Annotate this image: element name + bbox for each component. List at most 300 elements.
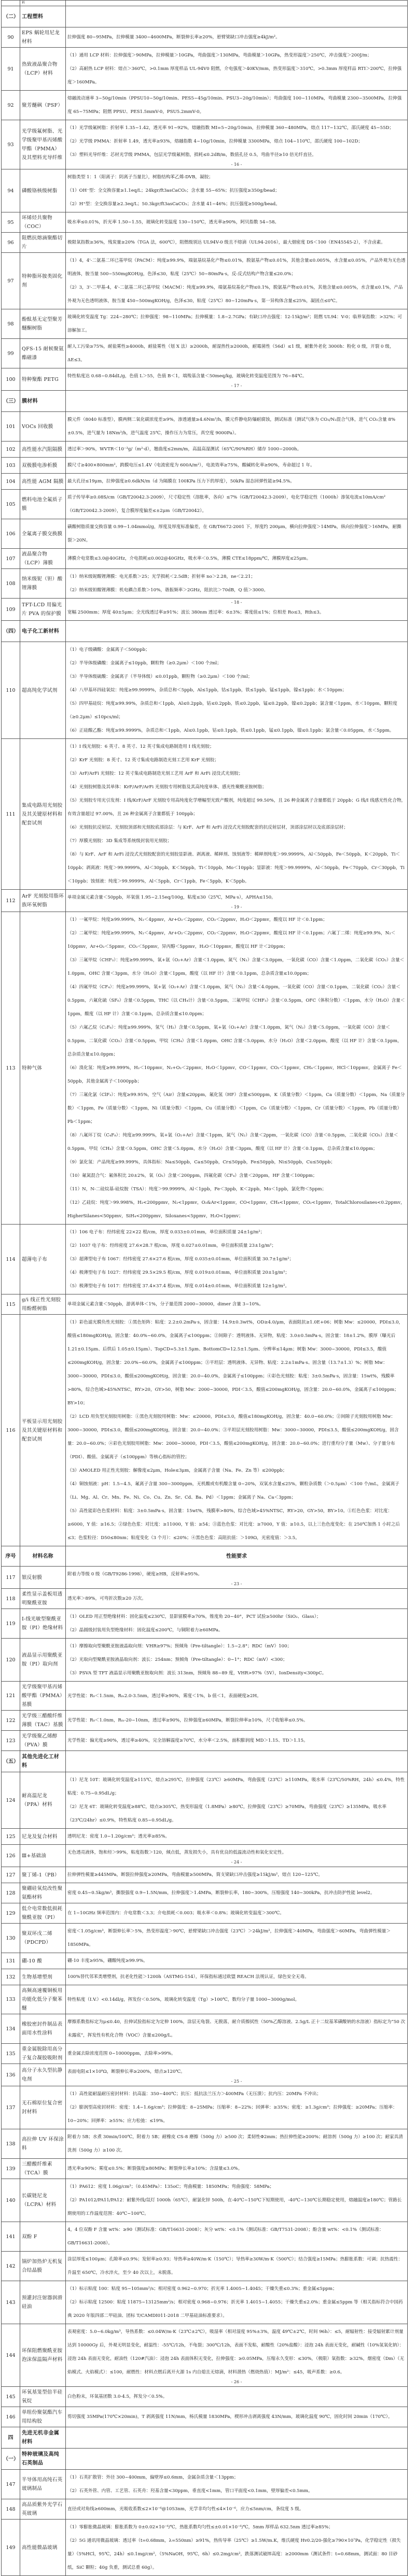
requirement-line: 直径或对角线≥600mm，光吸收系数≤2×10⁻⁶@1053nm，光学非均匀性≤4×10⁻⁶，应力≤5nm/cm，条纹度 5 级。 [67, 2507, 304, 2512]
material-name: 半导体用高纯石英玻璃制品 [20, 2470, 66, 2499]
performance-requirement [66, 1609, 408, 1639]
section-title: 膜材料 [20, 391, 66, 412]
material-name: 环烯烃共聚物（COC） [20, 212, 66, 233]
requirement-line: 树脂类型 1：1（阳离子：阴离子当量比），树脂结构苯乙烯-DVB，凝胶； [67, 175, 213, 180]
performance-requirement [66, 2387, 408, 2407]
performance-requirement [66, 1953, 408, 1969]
material-name: 液晶聚合物（LCP）薄膜 [20, 549, 66, 569]
performance-requirement [66, 739, 408, 890]
requirement-line: （2）膨润型高密封材料：密度：1.4~1.6g/cm³；拉伸强度：8~25MPa；压缩率：8~22%；回弹率：≥35%；密度：≥1.3g/cm³；拉伸强度：≥20MPa；压缩率：10~20%；回弹率：≥55%；应力松弛：≤19%。 [67, 2105, 397, 2124]
performance-requirement [66, 519, 408, 549]
performance-requirement [66, 1682, 408, 1711]
requirement-line: （1）彩色滤光膜负性光刻胶：①黑色矩阵：粘度：2.2±0.2mPa·s，固含量：14.9±0.3wt%，OD≥4.0/μm，表面阻抗≥1.0E+06；树脂 Mw：≤20000，PDI≤3.0，酸值≤180mgKOH/g，固含量：40.0%~60.0%，金属离子≤100ppm；②间隙子：透明液体、无异物，粘度：3.0±0.5mPa·s，固含量：18±1.2%，膜厚（曝光后 1.21±0.15μm、后烘后 1.05±0.15μm）、TopCD=5.3±1.5μm、BottomCD=12.5±1.5μm、分辨率≤14μm；树脂 Mw：3000~30000，PDI≤3.5，酸值≤200mgKOH/g，固含量：20.0%~60.0%，金属离子≤100ppm；③平坦层：透明液体、无异物、粘度：2.2±1mPa·s、固含量（13.7±1.3）%；树脂 Mw：3000~30000，PDI≤3.0，酸值≤200mgKOH/g，固含量：20.0~40.0%，金属离子≤100ppm；④彩色光刻胶：粘度：3±0.5mPa·s，固含量：15wt%，残膜率>80%，综合色域>45%NTSC，RY>20，GY>50，树脂 Mw：2000~30000，PDI＜3.5，酸值≤200mgKOH/g，固含量：20.0~60.0%，金属离子≤100ppm；BY>10； [67, 1320, 404, 1406]
requirement-line: 玻璃化转变温度 Tg：224~280℃；拉伸强度：98~110MPa；拉伸模量：1.8~2.7GPa；有缺口冲击强度：12-15kJ/m²；阻燃 UL94：V-0；临界氧指数：>32%；可溶解加工。 [67, 315, 402, 333]
requirement-line: 硼-10 丰度≥95%，硼酸纯度≥99.9%。 [67, 1958, 148, 1963]
requirement-line: （2）光学级 PMMA：折射率 1.49，透光率≥93%，熔融指数 4~10g/10min，拉伸模量 3300MPa，熔点 104~110℃，邵氏硬度 100~102D； [67, 139, 363, 144]
row-number: 115 [2, 1294, 20, 1315]
material-name: 高频高速覆铜板用功能化低分子聚苯醚 [20, 1985, 66, 2014]
row-number: 145 [2, 2387, 20, 2407]
table-row [2, 1969, 408, 1985]
table-row [2, 642, 408, 739]
performance-requirement [66, 169, 408, 212]
material-name: 生物基增塑剂 [20, 1969, 66, 1985]
material-name: 光学级三醋酸纤维薄膜（TAC）基膜 [20, 1711, 66, 1731]
table-row [2, 1867, 408, 1883]
requirement-line: （5）高性能彩色色浆材料：粘度：3±0.5mPa·s，固含量：15wt%，残膜率>80%，综合色域>45%NTSC，RY>20，GY>50，BY>10。①红色色浆：对比度：≥6000，Y 值：≥16.5；②绿色色浆：对比度：≥11000，Y 值：≥54；③蓝色色浆：对比度：≥7000，Y 值：≥10.5，以上三色色度变化：在 250℃加热 1 小时之后≤3；色浆粒径：D50≤80nm；粘度变化（3 个月）：≤20%；④黑色色浆：高阻抗值：＞109Ω，光密度值：＞3.5。 [67, 1508, 400, 1541]
requirement-line: （3）AMOLED 用正性光刻胶：解像度≤2μm，Hole≤3μm，金属离子含量（Na、Fe、Zn 等）≤200ppb； [67, 1468, 287, 1473]
table-row [2, 442, 408, 458]
performance-requirement [66, 1711, 408, 1731]
section-number: （一） [2, 2449, 20, 2470]
section-heading-row [2, 1751, 408, 1772]
performance-requirement [66, 368, 408, 391]
row-number: 132 [2, 1969, 20, 1985]
row-number: 90 [2, 27, 20, 48]
requirement-line: 光学性能：R₀＜1.0nm，Rₜₕ-20~10nm，透过率≥90%，拉伸强度≥60MPa，断裂拉伸率≥10%，尺寸收缩率≤0.5%。 [67, 1718, 308, 1723]
table-row [2, 569, 408, 599]
requirement-line: （2）标示粘度 12500：粘度 11875~13125mm²/s；相对密度 0.968~0.976；折光率 1.4015~1.4055；干燥失重≤2.0%；重金属≤5ppm 等（相关指标符合中国药典 2020 年版四部二甲硅油、团标 T/CAMDI011-2018 二甲基硅油标准要求）。 [67, 2300, 403, 2318]
table-row [2, 2064, 408, 2086]
material-name: 橡胶密封件制品表面用水性涂料 [20, 2014, 66, 2044]
requirement-line: （4）光刻胶树脂及其单体：KrF/ArF/ArFi 光刻胶专用树脂及其高纯度单体、感光性聚酰亚胺树脂； [67, 785, 267, 790]
requirement-line: 附着力 5B；水煮 30min/100℃，附着力 5B；耐橡皮 CS-8 磨擦（500g 力）≥500 次；柔韧性Φ2mm；热拉伸性能≥200%；耐溶剂（500g 力）≥100 次；耐家具清洗剂（500g 力）≥100 次。 [67, 2134, 403, 2153]
performance-requirement [66, 1867, 408, 1883]
material-name: 光学级聚乙烯醇（PVA）膜 [20, 1731, 66, 1751]
performance-requirement [66, 1829, 408, 1845]
requirement-line: 耐人工污染≥75%，耐盐雾性≥4000h，耐盐雾性（划 X 法）≥2000h，耐湿热性≥2000h，耐霉菌性（56d）≤1 级，耐紫外老化 3000h：粉化 0 级，开裂 0 级，ΔE≤3。 [67, 344, 394, 363]
requirement-line: （8）八氟环丁烷（C₄F₈）：纯度≥99.999%，氧+氩（O₂+Ar）含量＜1ppm，氮气（N₂）含量＜2ppm，一氧化碳（CO）含量＜0.5ppm，二氧化碳（CO₂）含量＜0.5ppm，甲烷（CH₄）含量＜0.5ppm，OHC 含量＜5.0ppm，水分（H₂O）含量＜3ppm，酸度（以 HF 计）含量＜0.1ppm，总杂质含量≤10.0ppm； [67, 1133, 398, 1151]
row-number: 105 [2, 490, 20, 519]
performance-requirement [66, 1294, 408, 1315]
requirement-line: （2）纳米级钽酸锂薄膜：机电耦合系数＞10%，谐振频率＞2GHz，阻抗比＞70dB，Q 值＞3000。 [67, 588, 268, 593]
table-row [2, 458, 408, 474]
requirement-line: 重金属去除浓度范围 0~10000ppm，去除率>99%。 [67, 2051, 176, 2056]
performance-requirement [66, 1731, 408, 1751]
performance-requirement [66, 309, 408, 339]
requirement-line: （1）零膨胀微晶玻璃：膨胀系数为 0±0.02×10⁻⁶/℃，热胀系数均匀性≤±0.01×10⁻⁶/℃，5mm 厚样品 632.5nm 透过率≥85%； [67, 2525, 333, 2530]
performance-requirement [66, 339, 408, 368]
performance-requirement [66, 1589, 408, 1609]
materials-table [1, 0, 408, 2576]
material-name: 高品质紫外光学石英玻璃 [20, 2499, 66, 2520]
performance-requirement [66, 27, 408, 48]
requirement-line: （2）KrF 光刻胶：8 英寸、12 英寸集成电路制造光刻工艺用 KrF 光刻胶； [67, 758, 219, 763]
performance-requirement [66, 2407, 408, 2427]
material-name: 高拉伸 UV 环保涂料 [20, 2129, 66, 2159]
performance-requirement [66, 1969, 408, 1985]
performance-requirement [66, 1985, 408, 2014]
table-row [2, 1225, 408, 1294]
performance-requirement [66, 2159, 408, 2179]
material-name: 锅炉加热炉无机复合结晶膜 [20, 2252, 66, 2281]
section-heading-row [2, 2427, 408, 2449]
requirement-line: 密度 0.45~0.5kg/m³，撕裂强度 0.9~1.5N/mm，拉伸强度＞1.4MPa，断裂伸长率，180~300%，压缩强度 140~300kPa，抗冲击防护性能 level2。 [67, 1890, 375, 1896]
table-row [2, 2387, 408, 2407]
table-row [2, 120, 408, 169]
table-row [2, 1903, 408, 1924]
requirement-line: （5）六氟乙烷（C₂F₆）：纯度≥99.999%，氢气（H₂）含量＜0.5ppm，氧+氩（O₂+Ar）含量＜1.0ppm，氮气（N₂）含量＜5.0ppm，一氧化碳（CO）含量＜0.5ppm，二氧化碳（CO₂）含量＜0.5ppm，甲烷（CH₄）含量＜1.0ppm，OHC 含量＜5.0ppm，水分（H₂O）含量＜2.0ppm，酸度（以 HF 计）含量＜0.1ppm，总杂质含量≤10.0ppm； [67, 1025, 402, 1057]
performance-requirement [66, 412, 408, 442]
requirement-line: （4）铜蚀刻液：pH：1.5~4.5，氟离子含量 300~3000ppm，无机酸或有机酸含量 0~20%，双氧水含量≤25%，颗粒杂质数（＞0.5μm）＜100 个/mL，金属离子（Li、Mg、Al、Cr、Mn、Fe、Ni、Co、Cu、Zn、Sr、Cd、Ba、Pd）＜1ppm；金属离子 Na、Ca＜3ppm； [67, 1482, 399, 1500]
requirement-line: （1）通用 LCP 材料：拉伸强度＞90MPa，拉伸模量＞10GPa，弯曲强度＞130MPa，弯曲模量＞10GPa，热变形温度＞250℃，冲击强度＞200J/m； [67, 53, 372, 58]
table-row [2, 27, 408, 48]
material-name: Ⅲ+基础油 [20, 1845, 66, 1867]
material-name: 双极膜电渗析膜 [20, 458, 66, 474]
material-name: 全氟离子膜交换膜 [20, 519, 66, 549]
material-name: 特种气体 [20, 912, 66, 1225]
table-row [2, 2014, 408, 2044]
performance-requirement [66, 569, 408, 599]
page-number: - 23 - [231, 1582, 242, 1586]
performance-requirement [66, 1225, 408, 1294]
row-number: 98 [2, 309, 20, 339]
performance-requirement [66, 120, 408, 169]
page-number: - 24 - [231, 1860, 242, 1865]
requirement-line: 极限氧指数≥36%，残炭量≥20%（TGA 法，600℃），阻燃级别达 UL94V-0 级且不熔滴（UL94-2016），最大烟密度 DS＜100（EN45545-2），不含卤素。 [67, 240, 385, 245]
row-number: 139 [2, 2159, 20, 2179]
table-row [2, 1294, 408, 1315]
table-row [2, 2044, 408, 2064]
material-name: 高性能水汽阻隔膜 [20, 442, 66, 458]
row-number: 92 [2, 91, 20, 120]
row-number: 128 [2, 1883, 20, 1903]
material-name: 低介电常数低损耗聚酰亚胺（PI） [20, 1903, 66, 1924]
section-empty-cell [66, 2449, 408, 2470]
requirement-line: （6）溴化氢：纯度≥99.999%，H₂＜10ppmv，N₂+O₂＜2ppmv，H₂O＜1ppmv，CO＜1ppmv，CO₂＜1ppmv，CH₄＜1ppmv，HCl＜10ppmv，金属离子 Fe＜50ppb，其他金属离子＜1000ppb； [67, 1065, 402, 1084]
table-row [2, 2499, 408, 2520]
material-name: 超薄电子布 [20, 1225, 66, 1294]
requirement-line: 摩擦系数指标定为μ≤0.40，拉伸试验指标定为定伸 100%，涂层无龟裂、无脱落，耐介质擦拭性（50%乙醇溶液、2.5g/L 正十二烷基苯磺酸钠的水溶液）指标定为“50 次未露底”，挥发性有机化合物（VOC）含量≤200g/L。 [67, 2019, 406, 2038]
requirement-line: （2）石英外管、内管、工艺管、石英舟：羟基含量<30ppm，垂直度<1mm，管口平面度<0.1mm，壁厚偏差<0.5mm。 [67, 2488, 313, 2494]
row-number: 111 [2, 739, 20, 890]
requirement-line: （11）N，N-二硅烷基-硅烷胺（TSA）：纯度＞99.9999%，Al＜1ppb，Fe＜3ppb，K＜2ppb，Mo＜1ppb，氯化物＜5ppm； [67, 1187, 327, 1192]
performance-requirement [66, 599, 408, 621]
table-row [2, 1315, 408, 1546]
requirement-line: （1）电子级磷酸：金属离子＜500ppb； [67, 647, 150, 652]
row-number: 124 [2, 1772, 20, 1829]
row-number: 144 [2, 2324, 20, 2387]
requirement-line: （1）OLED 用正型绝缘材料：固化温度≤230℃，显影留膜率≥70%，锥度角 20~40°，PCT 试验≥500hr（SiO₂、Glass）； [67, 1614, 321, 1619]
row-number: 118 [2, 1589, 20, 1609]
row-number: 149 [2, 2520, 20, 2576]
section-title: 其他先进化工材料 [20, 1751, 66, 1772]
material-name: 超高纯化学试剂 [20, 642, 66, 739]
requirement-line: 光学性能：R₀＜1.5nm，Rₜₕ2.0-3.5nm，透过率≥90%，雾度＜1%，b 值＜1，表面硬度≥2H。 [67, 1693, 261, 1699]
table-row [2, 739, 408, 890]
table-row [2, 1589, 408, 1609]
material-name: 三醋酸纤维素（TCA）膜 [20, 2159, 66, 2179]
section-empty-cell [66, 391, 408, 412]
requirement-line: 涂层厚度≤100μm；孔隙率≤0.9%；发射率≥0.93；导热率≥40W/m·K（150℃）；导热率≥30W/m·K（500℃）；结合强度≥15MPa；热膨胀系数：可调；抗热震性：升温至 650℃，冷水淬火，至少 40 次以上，未脱落。 [67, 2257, 403, 2275]
table-row [2, 1711, 408, 1731]
table-row [2, 2281, 408, 2324]
material-name: QFS-15 耐候聚氨酯磁漆 [20, 339, 66, 368]
table-row [2, 91, 408, 120]
row-number: 96 [2, 233, 20, 253]
table-row [2, 1829, 408, 1845]
material-name: 环保阻燃聚酰亚胺泡沫保温隔声材料 [20, 2324, 66, 2387]
requirement-line: 光学性能：偏光度≥90%，透过率≥40%，完全溶解温度≥70℃，水分率＜2.5%，面积膨润度 MD＞1.15、TD＞1.15。 [67, 1738, 308, 1743]
section-number: （三） [2, 391, 20, 412]
table-row [2, 599, 408, 621]
performance-requirement [66, 1, 408, 6]
section-title: 工程塑料 [20, 6, 66, 27]
requirement-line: 最大孔径≤19μm，拉伸强度≥0.6dkN/m（d 为隔膜在 100KPa 压力下的厚度），50kPa 湿态回弹性能≥94.5%。 [67, 479, 295, 484]
requirement-line: （3）塑料光导纤维：芯材光学级 PMMA，包层光学级氟树脂，损耗≤0.2dB/m，数值孔径 0.5，弯曲半径≥10 倍光纤直径。 [67, 152, 316, 158]
table-row [2, 1953, 408, 1969]
table-row [2, 1639, 408, 1682]
page-number: - 16 - [231, 162, 242, 167]
page-number: - 25 - [231, 2079, 242, 2084]
requirement-line: （2）二氟甲烷：纯度≥99.999%，N₂＜4ppmv，Ar+O₂＜2ppmv，CO₂＜2ppmv，H₂O＜2ppmv，酸度以 HF 计＜0.1ppm；六氟丁二烯：纯度≥99.9%，N₂＜10ppmv，Ar+O₂＜5ppmv，CO₂＜5ppmv，异丙醇＜5ppmv，H₂O＜10ppmv，酸度以 HF 计＜20ppm； [67, 931, 396, 949]
requirement-line: （1）尼龙 10T：玻璃化转变温度≥115℃，熔点≥295℃，拉伸强度（23℃）≥60MPa，弯曲强度（23℃）≥110MPa，吸水率（23℃/50%RH，24h）≤0.4%，特性粘度：0.75~0.95dL/g； [67, 1777, 405, 1796]
material-name: 高性能微晶玻璃 [20, 2520, 66, 2576]
row-number: 130 [2, 1924, 20, 1953]
material-name: 尼龙及复合材料 [20, 1829, 66, 1845]
section-heading-row [2, 6, 408, 27]
performance-requirement [66, 2179, 408, 2222]
requirement-line: 白色粉末，环氧基团数 3.0-4.5，挥发分＜0.5%。 [67, 2394, 168, 2399]
table-row [2, 412, 408, 442]
requirement-line: （6）正硅酸乙酯：纯度≥99.9999%，杂质总和＜1ppb，Al≤0.1ppb，钴≤0.1ppb，铁≤0.1ppb，锰≤0.1ppb，镍≤0.1ppb；氯含量＜0.05ppm，水＜5ppm。 [67, 728, 394, 733]
requirement-line: 透光率≥90%；雾度≤0.5%；断裂强度≥80MPa；断裂伸长率≥10%；含湿量≤3.0%。 [67, 2166, 243, 2171]
requirement-line: （12）乙硅烷：纯度＞99.998%，H₂<200ppmv，N₂<1ppmv，O₂&Ar<1ppmv，CO<1ppmv，CH₄<1ppmv，CO₂<1ppmv，TotalChlorosilanes<0.2ppmv，HigherSilanes<50ppmv，SiH₄<200ppmv，Siloxanes<5ppmv，H₂O<1ppmv； [67, 1200, 405, 1219]
material-name: 柔性显示盖板用透明聚酰亚胺 [20, 1589, 66, 1609]
table-row-top-stub [2, 1, 408, 6]
table-row [2, 212, 408, 233]
requirement-line: （5）光刻胶专用光引发剂：I 线/KrF/ArF 光刻胶专用高纯度化学增幅型光致产酸剂，纯度超过 99.50%，且 26 种金属离子含量都低于 20ppb；G 线/I 线感光性化合物，有效含量超过 97.00%，且 26 种金属离子含量都低于 100ppb； [67, 798, 406, 817]
row-number: 93 [2, 120, 20, 169]
requirement-line: 熔融流动速率 3~50g/10min（PPSU10~50g/10min、PES5~45g/10min、PSU3~20g/10min）；弯曲强度 100~110MPa，弯曲模量 2300~3500MPa，拉伸强度 65~75MPa；阻燃 PPSU、PES1.5mmV-0，PSU5.2mmV-0。 [67, 96, 402, 115]
requirement-line: （8）与 KrF、ArF 和 ArFi 浸没式光刻胶配套的光刻胶显影液、剥离液、稀释剂、蚀刻液等：稀释剂纯度＞99.9999%，Al＜50ppb，Fe＜50ppb，K＜20ppb，Ti＜10ppb；剥离液：纯度＞99.9999%，Al＜30ppb，K＜50ppb，Ti＜10ppb，Mo＜10ppb；显影液：纯度＞99.9999%，Al＜50ppb，Fe＜70ppb，Cr＜30ppb，Ti＜10ppb；蚀刻液：纯度＞99.9999%，Al＜5ppb，Cr＜1ppb，Fe＜5ppb，K＜5ppb。 [67, 852, 405, 884]
performance-requirement [66, 642, 408, 739]
requirement-line: （1）4，4'-二氨基二环已基甲烷（PACM）：纯度≥99.9%，端氨基烷基化产物≤0.01%，脱氨基产物≤0.01%，其他含量≤0.005%，水含量≤0.05%，产品外观为无色透明液体，胺当量 500~550mgKOH/g，色泽≤30，粘度（25℃）50~80mPa·s，反-反式结构产物含量≤20.0%； [67, 258, 406, 277]
requirement-line: （5）极薄型电子布 1017：经纬密度 37.4×37.4 根/cm，厚度 0.014±0.01mm，单位面积质量 12±1g/m²。 [67, 1284, 289, 1289]
table-row [2, 1567, 408, 1589]
requirement-line: （1）一氟甲烷：纯度≥99.999%，N₂＜4ppmv，Ar+O₂＜2ppmv，CO₂＜2ppmv，H₂O＜2ppmv，酸度以 HF 计＜0.1ppm； [67, 917, 327, 922]
requirement-line: （7）三氟化氯（ClF₃）：纯度≥99.95%，空气（Air）含量≤20ppm，氟化氢（HF）含量≤500ppm，K（质量分数）＜1ppm，Ca（质量分数）＜1ppm，Na（质量分数）＜1ppm，Fe（质量分数）＜1ppm，Ni（质量分数）＜1ppm，Cu（质量分数）＜1ppm，Co（质量分数）＜1ppm，Cr（质量分数）＜1ppm，Pb（质量分数）Pb＜1ppm； [67, 1092, 405, 1125]
row-number: 116 [2, 1315, 20, 1546]
requirement-line: （2）半导体级磷酸：金属离子≤10ppb，颗粒物（≥0.2μm）＜100 个/ml； [67, 661, 222, 666]
performance-requirement [66, 1567, 408, 1589]
performance-requirement [66, 253, 408, 309]
requirement-line: 膜元件（8040 标准型），膜两侧二氧化碳浓度差≥9%，渗透通量≥4.6Nm³/h，膜元件静电防爆耐腐蚀，测试标准（测试气体为 CO₂/N₂混合气体，进气 CO₂含量 8%±0.5%，进气量为 18Nm³/h，进气温度 25℃，操作压力为常压，真空度 9000Pa）。 [67, 417, 396, 436]
material-name: 硼-10 酸 [20, 1953, 66, 1969]
row-number: 104 [2, 474, 20, 490]
requirement-line: （1）I 线光刻胶：6 英寸、8 英寸、12 英寸集成电路制造用 I 线光刻胶； [67, 744, 214, 749]
material-name: 高性能 AGM 隔膜 [20, 474, 66, 490]
table-row [2, 368, 408, 391]
requirement-line: （2）1037 电子布：经纬密度 27.6×28.7 根/cm，厚度 0.027±0.01mm，单位面积质量 23±1g/m²； [67, 1243, 276, 1248]
requirement-line: （2）高耐热 LCP 材料：熔点＞360℃，>0.1mm 厚度样品 UL-94V0 阻燃，介电强度＞40KV/mm，热变形温度＞310℃，>0.3mm 厚度样品 RTI＞200℃，拉伸强度＞160MPa。 [67, 66, 402, 85]
requirement-line: 透过率＞90%，WVTR＜10⁻³g/（m²·d），翘曲度≤2mm/m，高温高湿测试（65℃/90%RH）储存 1000~2000h。 [67, 447, 302, 452]
requirement-line: 质子传导率≥0.08S/cm（GB/T20042.3-2009），尺寸稳定性（溶胀率，各向）≤7%（GB/T20042.3-2009），电化学稳定性（1000h）渗氢电流≤10mA/cm²（GB/T20042.3-2009），复合膜厚度偏差≤±2μm（GB/T20042）。 [67, 495, 386, 514]
row-number: 140 [2, 2179, 20, 2222]
row-number: 117 [2, 1567, 20, 1589]
requirement-line: （10）氟氮混合气：氟体积比 20±2%，氧（O₂）含量＜200ppm，四氟化碳（CF₄）含量＜20ppm，HF 含量＜100ppm； [67, 1173, 317, 1178]
page-number: - 18 - [231, 600, 242, 605]
section-number: 四 [2, 2427, 20, 2449]
table-row [2, 1985, 408, 2014]
performance-requirement [66, 2086, 408, 2129]
requirement-line: （4）极薄型电子布 1027：经纬密度 29.5×29.5 根/cm，厚度 0.019±0.01mm，单位面积质量 20±1g/m²； [67, 1270, 289, 1275]
requirement-line: 无色透亮液体，饱和烃＞99%，粘度指数＞120，倾点低，蒸发损失小，具有优良的低温流动性和氧化安定性。 [67, 1850, 287, 1855]
requirement-line: 4，4 位双酚 F 含量 wt%：≥90（测试标准：GB/T16631-2008）；灰分 wt%：<0.1%（测试标准：GB/T7531-2008）；酚含量 wt%：<0.1%（测试标准：GB/T16631-2008）。 [67, 2227, 384, 2246]
table-row [2, 48, 408, 91]
material-name: 光学级聚甲基丙烯酸甲酯（PMMA）基膜 [20, 1682, 66, 1711]
row-number: 99 [2, 339, 20, 368]
table-row [2, 169, 408, 212]
row-number: 91 [2, 48, 20, 91]
performance-requirement [66, 212, 408, 233]
row-number: 95 [2, 212, 20, 233]
row-number: 113 [2, 912, 20, 1225]
row-number: 108 [2, 569, 20, 599]
requirement-line: （1）摩擦取向型聚酰亚胺液晶取向剂：VHR≥97%；预倾角（Pre-tiltangle）：1.5~2.8°；RDC（mV）100； [67, 1644, 292, 1649]
section-heading-row [2, 621, 408, 642]
performance-requirement [66, 1924, 408, 1953]
performance-requirement [66, 91, 408, 120]
row-number: 125 [2, 1829, 20, 1845]
material-name: 耐高温尼龙（PPA）材料 [20, 1772, 66, 1829]
requirement-line: 剪切强度 35MPa(170℃×20min)，T 剥离强度 11N/mm，杨氏模量 1830MPa，楔形冲击剥离强度 43N/mm，玻璃化温度 90℃，固化时间 20min（170℃）。 [67, 2414, 393, 2420]
row-number: 94 [2, 169, 20, 212]
requirement-line: （3）半导体级硫酸：金属离子（半导体级）≤0.01ppb，颗粒物（≥0.2μm）＜100 个/ml； [67, 674, 253, 679]
row-number: 123 [2, 1731, 20, 1751]
table-row [2, 1682, 408, 1711]
material-name: 聚丁烯-1（PB） [20, 1867, 66, 1883]
material-name: I-线光敏型聚酰亚胺（PI）绝缘材料 [20, 1609, 66, 1639]
requirement-line: 特性粘度（I.V.）<0.14dl/g，挥发份＜0.50%，玻璃化转变温度（Tg）>100℃，数均分子量 1000~3000g/mol。 [67, 1997, 300, 2002]
material-name: 聚硼硅氧烷改性聚氨酯材料 [20, 1883, 66, 1903]
requirement-line: 磺酸树脂质量交换容量 0.99~1.04mmol/g，厚度及厚度标准偏差，在 GB/T6672-2001 下，厚度约 200μm，横向拉伸强度＞14MPa，纵向拉伸强度＞16MPa，耐撕裂＞20N。 [67, 524, 402, 543]
row-number: 138 [2, 2129, 20, 2159]
requirement-line: （9）氯化氢：产品纯度≥99.999%，具体指标：Na≤50ppb，Ca≤50ppb，Cr≤50ppb，Fe≤50ppb，Ni≤50ppb，Cu≤50ppb； [67, 1160, 335, 1165]
performance-requirement [66, 2520, 408, 2576]
requirement-line: 特性粘度达 0.68~0.84dL/g，色值 L＞55，色值 B＜1，端羧基含量＜50meq/kg，玻璃化转变温度范围为 76~84℃。 [67, 374, 307, 379]
section-title: 电子化工新材料 [20, 621, 66, 642]
performance-requirement [66, 442, 408, 458]
performance-requirement [66, 2222, 408, 2252]
table-row [2, 2129, 408, 2159]
requirement-line: （2）LCD 用负型光刻胶用树脂：①黑色光刻胶用树脂：Mw：≤20000，PDI≤3.0，酸值≤180mgKOH/g，固含量：40.0~60.0%；②间隙子光刻胶用树脂 Mw：3000~30000，PDI≤3.0，酸值≤200mgKOH/g，固含量：20.0~40.0%；③平坦层光刻胶用树脂：Mw：3000~30000，PDI≤3.5，酸值≤200mgKOH/g，固含量：20.0~60.0%；④彩色光刻胶用树脂：Mw：2000~30000，PDI＜3.5，酸值≤200mgKOH/g，固含量：20.0~60.0%；进行重均分子量（Mw）、分子量分布（PDI）、酸值、金属离子（≤100ppm）等核心指标的管控； [67, 1414, 399, 1460]
section-title: 先进无机非金属材料 [20, 2427, 66, 2449]
requirement-line: （2）5G 通讯用微晶玻璃：透过率（t=0.68mm，λ=550nm）≥91%，热传导率（25℃）≥1.5W/m.K，维氏硬度 Hv0.2/20-强化≥790×10⁷Pa，化学稳定性（损失量）（5%HCl，95℃，24h）≤0.1mg/cm²，（5%NaOH，95℃，6h）≤0.2mg/cm²，跌落测试破摔高度：≥2000mm（测试条件：t=0.68mm，测试面：80 目砂纸，SiC 颗粒；40g 负重，测试总重 60g）。 [67, 2538, 401, 2570]
requirement-line: （4）四氟甲烷（CF₄）：纯度≥99.999%，氧+氩（O₂+Ar）含量＜1.0ppm，氮气（N₂）含量＜4.0ppm，一氧化碳（CO）含量＜0.1ppm，二氧化碳（CO₂）含量＜0.5ppm，六氟化硫（SF₆）含量＜0.5ppm，THC（以 CH₄计）含量＜0.5ppm，三氟甲烷（CHF₃）含量＜0.5ppm，OFC（体积分数）＜1ppm，水分（H₂O）含量＜1ppm，酸度（以 HF 计）含量＜0.1ppm，总杂质含量≤10.0ppm； [67, 985, 405, 1017]
row-number: 97 [2, 253, 20, 309]
row-number: 129 [2, 1903, 20, 1924]
row-number: 101 [2, 412, 20, 442]
row-number: 134 [2, 2014, 20, 2044]
table-row [2, 890, 408, 912]
requirement-line: 表观密度：5.0~6.0kg/m³，导热系数：≤0.04W/m·K（23℃±2℃），吸湿率（相对湿度 95%±3%，温度 49℃±2℃，时间 96h）：≤5，耐辐射性：接受辐射累计剂量达到 10000Gy 后，外观无明显变化，耐温性：-55℃/12h，不龟裂；300℃/12h，表面不发粘，耐酸性（20%盐酸）：浸泡 24h 表面无变化，耐碱性（10%氢氧化钠）：浸泡 24h 表面无变化，耐油性（120#汽油）：浸泡 24h 表面体积无变化，拉伸强度：≥0.05MPa，压缩永久变形：≤30%，（极限）氧指数：≥32%，烟密度（Dm）（无焰模式、火焰模式）：≤100，耐燃性：材料点燃后离开火源 1s 内自熄且无熔滴，材料潜热（燃烧热值）：MJ/m²：≤45，吸声系数：≥0.6。 [67, 2329, 405, 2375]
requirement-line: （3）超薄型电子布 1067：经纬密度 27.6×27.6 根/cm，厚度 0.035±0.01mm，单位面积质量 30.7±1g/m²； [67, 1257, 294, 1262]
requirement-line: 吸水率≤0.01%，折光率 1.50~1.55，玻璃化转变温度 130~150℃，透光率≥90%，阿贝指数 54~58。 [67, 220, 280, 225]
material-name: VOCs 回收膜 [20, 412, 66, 442]
requirement-line: 单项金属元素含量＜50ppb，游离单体＜1%，分子量范围 2000~30000，dimer 含量 3~10%。 [67, 1302, 264, 1307]
requirement-line: （2）晶圆级封装用负型绝缘材料：固化温度≤200℃，与铜附着力≥60MPa。 [67, 1628, 223, 1633]
performance-requirement [66, 2499, 408, 2520]
requirement-line: （2）PA1012/PA11/PA12：耐紫外线/氙灯 1000h（65℃），耐氯化锌 500h，在-40℃~150℃下短期使用，-40℃~130℃长期稳定使用，熔融温度≥180℃；管路长期使用的工作温度范围：40℃~100℃。 [67, 2198, 402, 2216]
material-name: 热致液晶聚合物（LCP）材料 [20, 48, 66, 91]
requirement-line: （2）光取向型聚酰亚胺液晶取向剂：波长：254nm；预倾角（Pre-tiltangle）：0~1°；RDC（mV）<300； [67, 1657, 287, 1662]
row-number: 122 [2, 1711, 20, 1731]
requirement-line: （5）四甲基硅烷：纯度≥99.99%，杂质总和＜1ppb，Al≤0.2ppb，钴≤0.2ppb，铁≤0.2ppb，锰≤0.2ppb，镍≤0.2ppb；氯含量＜1ppm，水＜10ppm，颗粒度（≥0.2μm）≤10pcs/ml； [67, 701, 397, 720]
material-name: g/i 线正性光刻胶用酚醛树脂 [20, 1294, 66, 1315]
requirement-line: 附着力等级 0 级（GB/T9286-1998），硬度≥HB，反射率≥95%。 [67, 1572, 202, 1577]
requirement-line: 密度＜1.05g/cm³，断裂伸长率＞5%，热变形温度＞90℃，悬臂梁缺口冲击强度（23℃）＞24kJ/m²，拉伸强度＞40MPa，弯曲强度＞60MPa，弯曲弹性模量＞1850MPa。 [67, 1929, 391, 1947]
requirement-line: 单项金属元素含量＜50ppb，环氧值 1.95~2.15eq/100g，粘度≤30（25℃，MPa·s），APHA≤150。 [67, 895, 276, 900]
row-number: 103 [2, 458, 20, 474]
section-title: 特种玻璃及高纯石英制品 [20, 2449, 66, 2470]
section-empty-cell [66, 2427, 408, 2449]
material-name: 重金属脱除用高分子复合凝胶吸附剂 [20, 2044, 66, 2064]
table-row [2, 519, 408, 549]
requirement-line: 透光率＞89%，可弯折次数≥20 万次。 [67, 1596, 146, 1601]
table-row [2, 1772, 408, 1829]
table-row [2, 2324, 408, 2387]
row-number: 147 [2, 2470, 20, 2499]
material-name: 特种聚酯 PETG [20, 368, 66, 391]
material-name: 阻燃抗熔滴聚酯切片 [20, 233, 66, 253]
material-name: 单组份聚氨酯汽车用结构胶 [20, 2407, 66, 2427]
requirement-line: 100%替代邻苯类增塑剂，抗老化性能＞1200h（ASTMG-154），环保指标通过欧盟 REACH 法规认证，绿色安全无毒。 [67, 1974, 309, 1980]
row-number: 137 [2, 2086, 20, 2129]
table-row [2, 2470, 408, 2499]
table-row [2, 339, 408, 368]
performance-requirement [66, 233, 408, 253]
material-name: 预灌封注射器润滑硅油 [20, 2281, 66, 2324]
row-number: 146 [2, 2407, 20, 2427]
column-header-no: 序号 [2, 1546, 20, 1567]
performance-requirement [66, 490, 408, 519]
material-name: 银反射膜 [20, 1567, 66, 1589]
performance-requirement [66, 912, 408, 1225]
requirement-line: （1）标示粘度 100：粘度 95~105mm²/s；相对密度 0.962~0.970；折光率 1.4005~1.4045；干燥失重≤0.3%；重金属≤5ppm； [67, 2286, 337, 2292]
requirement-line: 表面电阻≤1×10⁸Ω，断裂伸长率≥200%，熔点≥120℃。 [67, 2069, 185, 2074]
requirement-line: （1）纳米级铌酸锂薄膜：电光系数＞25；光学损耗＜2.5dB；折射率 no＞2.28，ne＜2.21； [67, 574, 256, 579]
material-name: 光学级氟树脂、光学级聚甲基丙烯酸甲酯（PMMA）及其塑料光导纤维 [20, 120, 66, 169]
performance-requirement [66, 474, 408, 490]
row-number: 131 [2, 1953, 20, 1969]
requirement-line: （2）3，3'-二甲基-4，4'-二氨基二环已基甲烷（MACM）：纯度≥99.9%，端氨基烷基化产物≤0.1%，脱氨基产物≤0.01%，其他含量≤0.005%，水含量≤0.1%，产品外观为无色透明液体，胺当量 450~500mgKOH/g，色泽≤30，粘度（25℃）80~120mPa·s，第一异构体含量≤25%，凝固点≤0℃。 [67, 285, 403, 304]
performance-requirement [66, 1315, 408, 1546]
performance-requirement [66, 2470, 408, 2499]
row-number: 120 [2, 1639, 20, 1682]
material-name: 特种脂环胺类固化剂 [20, 253, 66, 309]
row-number: 141 [2, 2222, 20, 2252]
performance-requirement [66, 1772, 408, 1829]
row-number: 102 [2, 442, 20, 458]
row-number: 106 [2, 519, 20, 549]
requirement-line: （1）106 电子布：经纬密度 22×22 根/cm，厚度 0.033±0.01mm，单位面积质量 24±1g/m²； [67, 1230, 265, 1235]
row-number: 114 [2, 1225, 20, 1294]
material-name: 高分子永久型抗静电剂 [20, 2064, 66, 2086]
requirement-line: （7）厚膜光刻胶：3D 集成等系统级封装用光刻胶； [67, 838, 172, 844]
material-name: 无石棉原位复合密封材料 [20, 2086, 66, 2129]
table-row [2, 490, 408, 519]
performance-requirement [66, 458, 408, 474]
requirement-line: （3）ArF/ArFi 光刻胶：12 英寸集成电路制造光刻工艺用 ArF 和 ArFi 浸没式光刻胶； [67, 771, 243, 776]
performance-requirement [66, 2014, 408, 2044]
table-row [2, 2222, 408, 2252]
table-row [2, 2520, 408, 2576]
table-row [2, 2159, 408, 2179]
table-row [2, 2179, 408, 2222]
material-name: EPS 蜗轮用尼龙材料 [20, 27, 66, 48]
row-number: 135 [2, 2044, 20, 2064]
row-number: 100 [2, 368, 20, 391]
